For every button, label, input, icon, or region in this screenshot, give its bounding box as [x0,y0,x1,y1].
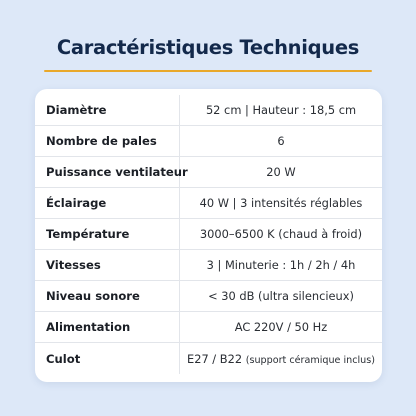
table-row [35,95,382,126]
spec-label: Culot [35,343,180,374]
spec-label: Alimentation [35,312,180,342]
table-row [35,126,382,157]
table-row [35,188,382,219]
spec-label: Niveau sonore [35,281,180,311]
spec-value: 3000–6500 K (chaud à froid) [199,227,363,241]
spec-value: 52 cm | Hauteur : 18,5 cm [205,103,357,117]
spec-value: 40 W | 3 intensités réglables [199,196,363,210]
spec-label: Puissance ventilateur [35,157,180,187]
table-row [35,281,382,312]
spec-label: Vitesses [35,250,180,280]
spec-value-main: E27 / B22 [187,351,243,366]
spec-value-note: (support céramique inclus) [245,354,375,366]
spec-label: Nombre de pales [35,126,180,156]
spec-label: Éclairage [35,188,180,218]
page-title: Caractéristiques Techniques [56,36,360,59]
spec-table [35,89,382,382]
spec-label: Diamètre [35,95,180,125]
table-row [35,250,382,281]
spec-value: 6 [277,134,285,148]
spec-value: AC 220V / 50 Hz [234,320,328,334]
table-row [35,157,382,188]
table-row [35,343,382,374]
spec-label: Température [35,219,180,249]
spec-value: < 30 dB (ultra silencieux) [208,289,354,303]
table-row [35,312,382,343]
spec-value: 3 | Minuterie : 1h / 2h / 4h [206,258,356,272]
spec-value: 20 W [266,165,296,179]
title-underline [44,70,372,72]
table-row [35,219,382,250]
spec-value [180,352,382,366]
